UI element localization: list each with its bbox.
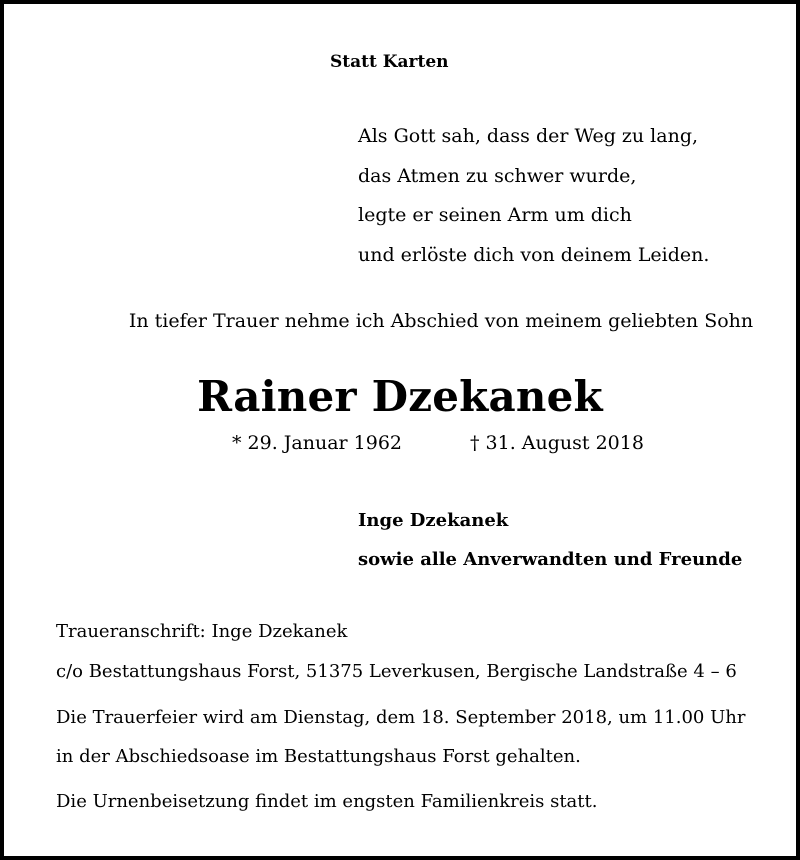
deceased-name: Rainer Dzekanek [197, 372, 603, 421]
address-line: Traueranschrift: Inge Dzekanek [56, 621, 348, 642]
burial-line: Die Urnenbeisetzung findet im engsten Familienkreis statt. [56, 791, 598, 812]
mourner-name: Inge Dzekanek [358, 510, 509, 531]
verse-line: das Atmen zu schwer wurde, [358, 165, 637, 187]
ceremony-line: Die Trauerfeier wird am Dienstag, dem 18. September 2018, um 11.00 Uhr [56, 707, 746, 728]
verse-line: Als Gott sah, dass der Weg zu lang, [358, 125, 699, 147]
intro-text: In tiefer Trauer nehme ich Abschied von meinem geliebten Sohn [128, 310, 754, 332]
birth-date: * 29. Januar 1962 [232, 432, 403, 454]
verse-line: und erlöste dich von deinem Leiden. [358, 244, 710, 266]
ceremony-line: in der Abschiedsoase im Bestattungshaus Forst gehalten. [56, 746, 581, 767]
death-date: † 31. August 2018 [470, 432, 644, 454]
verse-line: legte er seinen Arm um dich [358, 204, 632, 226]
address-line: c/o Bestattungshaus Forst, 51375 Leverkusen, Bergische Landstraße 4 – 6 [56, 661, 737, 682]
notice-heading: Statt Karten [330, 52, 449, 72]
mourner-others: sowie alle Anverwandten und Freunde [358, 549, 743, 570]
